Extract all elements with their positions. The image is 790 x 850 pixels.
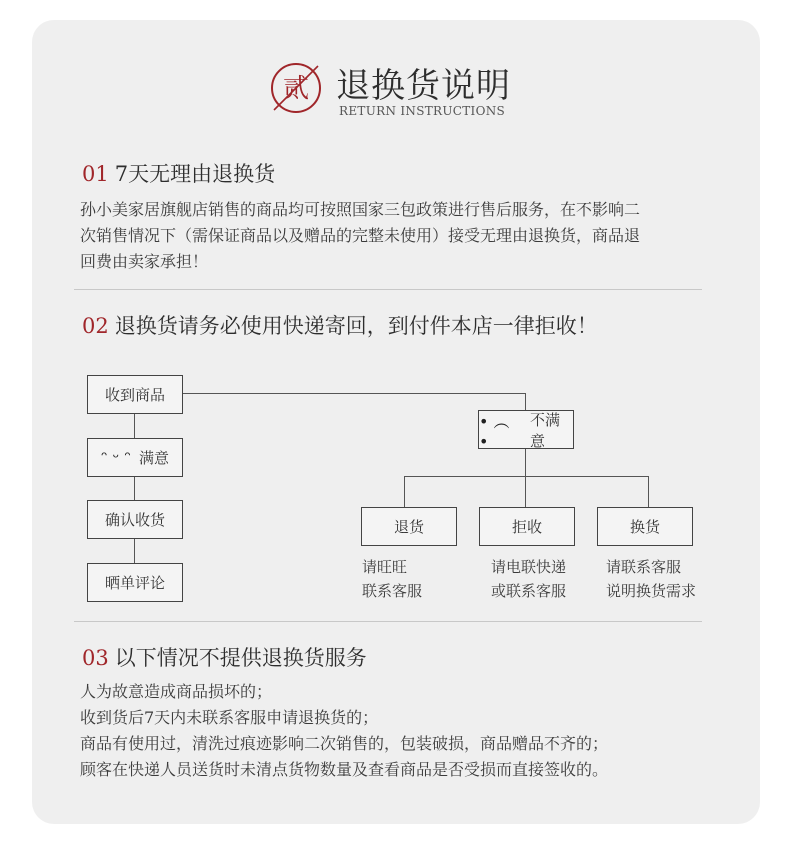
section1-line: 次销售情况下（需保证商品以及赠品的完整未使用）接受无理由退换货，商品退 [80,226,641,245]
flow-satisfied-box [87,438,183,477]
flow-exchange-label: 换货 [629,518,660,536]
flow-received-label: 收到商品 [104,386,165,404]
section3-item: 收到货后7天内未联系客服申请退换货的； [80,708,379,727]
section3-title: 以下情况不提供退换货服务 [114,646,367,670]
section3-item: 顾客在快递人员送货时未清点货物数量及查看商品是否受损而直接签收的。 [80,760,609,779]
connector [404,476,649,477]
flow-confirm-label: 确认收货 [104,511,165,529]
flow-unsatisfied-label: 不满意 [530,410,561,450]
section1-number: 01 [82,162,109,186]
exchange-note [606,555,696,603]
connector [525,448,526,476]
divider [74,621,702,622]
section1-heading [82,158,275,188]
flow-confirm-box [87,500,183,539]
reject-note-line: 请电联快递 [491,558,567,576]
section3-heading [82,642,367,672]
smile-face-icon: ᵔ ᵕ ᵔ [100,448,131,467]
section2-number: 02 [82,314,109,338]
section1-line: 孙小美家居旗舰店销售的商品均可按照国家三包政策进行售后服务，在不影响二 [80,200,641,219]
page-subtitle: RETURN INSTRUCTIONS [339,104,506,118]
sad-face-icon: • ︵ • [479,411,510,451]
section3-item: 人为故意造成商品损坏的； [80,682,273,701]
return-note-line: 联系客服 [362,582,423,600]
connector [134,413,135,438]
flow-received-box [87,375,183,414]
exchange-note-line: 请联系客服 [606,558,682,576]
section1-title: 7天无理由退换货 [114,162,276,186]
reject-note-line: 或联系客服 [491,582,567,600]
flow-exchange-box [597,507,693,546]
badge-character: 贰 [282,74,310,104]
section3-number: 03 [82,646,109,670]
flow-satisfied-label: 满意 [139,449,170,467]
flow-review-box [87,563,183,602]
section1-paragraph [80,197,720,275]
flow-return-box [361,507,457,546]
section2-title: 退换货请务必使用快递寄回，到付件本店一律拒收！ [114,314,598,338]
flow-reject-box [479,507,575,546]
connector [404,476,405,508]
flow-return-label: 退货 [393,518,424,536]
connector [525,476,526,508]
connector [648,476,649,508]
flow-review-label: 晒单评论 [104,574,165,592]
return-note-line: 请旺旺 [362,558,408,576]
section1-line: 回费由卖家承担！ [80,252,209,271]
connector [134,538,135,563]
connector [525,393,526,410]
section3-item: 商品有使用过，清洗过痕迹影响二次销售的，包装破损，商品赠品不齐的； [80,734,609,753]
reject-note [491,555,566,603]
return-note [362,555,422,603]
section3-list [80,679,720,783]
divider [74,289,702,290]
flow-unsatisfied-box [478,410,574,449]
section2-heading [82,310,598,340]
page-title: 退换货说明 [336,66,511,106]
exchange-note-line: 说明换货需求 [606,582,697,600]
flow-reject-label: 拒收 [511,518,542,536]
connector [182,393,526,394]
connector [134,476,135,500]
badge-seal-icon [270,62,322,114]
